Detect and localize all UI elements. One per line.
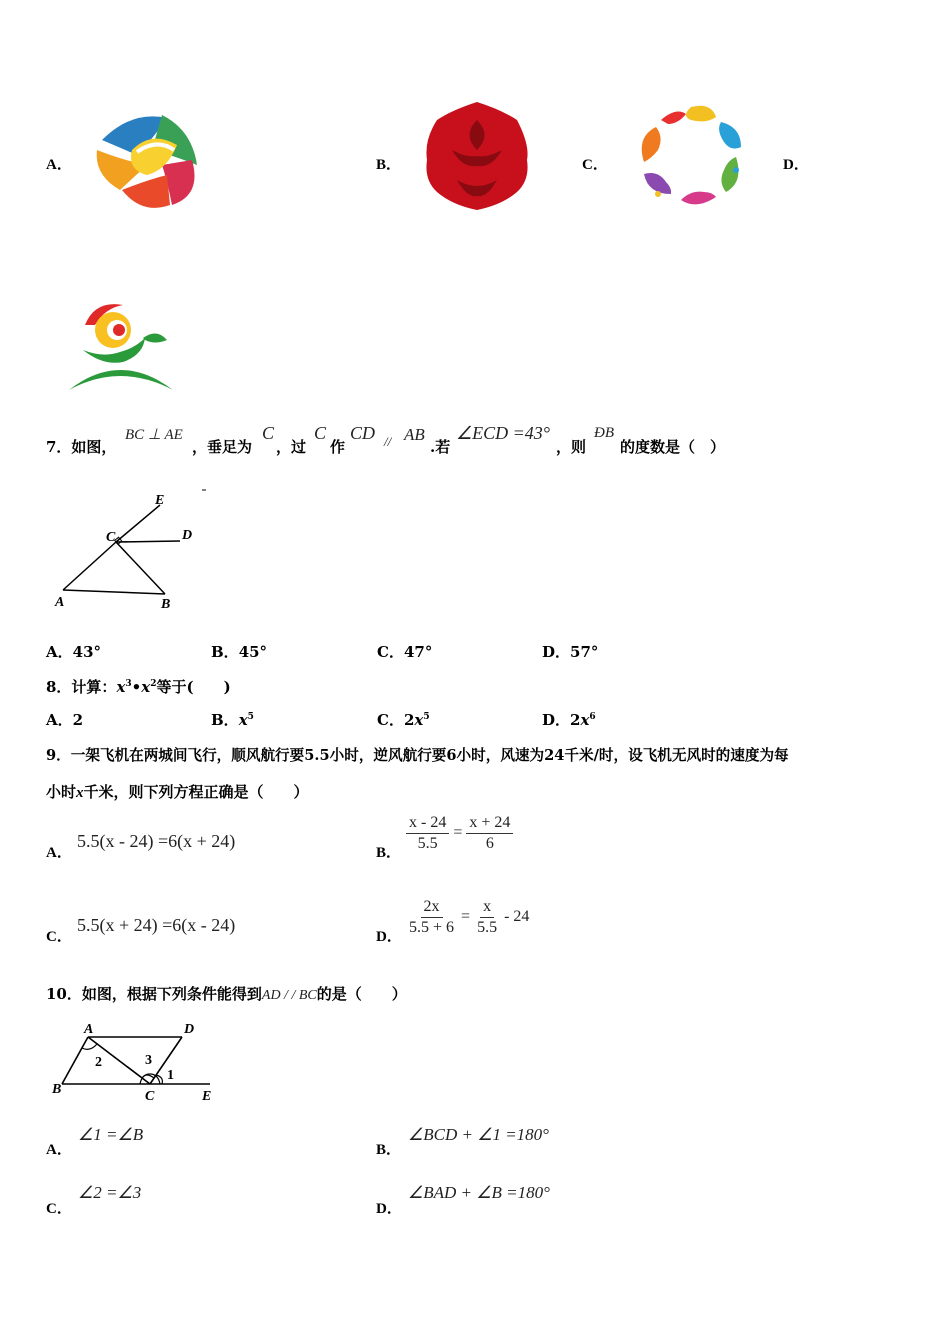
colorful-petal-logo-icon [92,110,207,210]
q7-point-c-2: C [314,423,327,443]
q10-question: 10．如图，根据下列条件能得到AD / / BC的是（ ） [46,985,407,1003]
q7-line-ac [63,542,116,590]
q10-option-b-label: B． [376,1142,402,1158]
q7-text-through: ，过 [276,438,307,456]
q8-option-b: B．$x^5$ [211,711,254,729]
q7-label-a: A [55,595,65,610]
q8-question: 8．计算：$x^3•x^2$等于( ) [46,678,231,696]
q7-condition-perpendicular: BC ⊥ AE [125,427,183,443]
q6-option-b-label: B． [376,157,402,173]
q7-text-make: 作 [330,438,346,456]
q7-text-foot: ，垂足为 [192,438,253,456]
q10-line-ab [62,1037,88,1084]
q9-option-c-equation: 5.5(x + 24) =6(x - 24) [77,915,236,935]
q7-label-c: C [106,530,116,545]
q7-label-b: B [161,597,171,612]
q7-label-d: D [182,528,193,543]
q10-option-d-label: D． [376,1201,402,1217]
q7-angle-ecd: ∠ECD =43° [456,423,550,443]
q7-segment-ab: AB [404,425,425,444]
q7-text-if: .若 [430,438,451,456]
q8-option-d: D．$2x^6$ [542,711,596,729]
q10-figure [50,1022,225,1107]
q6-option-a-label: A． [46,157,72,173]
q6-option-c-label: C． [582,157,608,173]
q10-line-cd [150,1037,182,1084]
q10-option-c-label: C． [46,1201,72,1217]
q8-option-c: C．$2x^5$ [377,711,430,729]
q7-label-e: E [155,493,165,508]
q7-segment-cd: CD [350,423,376,443]
q7-option-d: D．57° [542,643,599,661]
q10-label-b: B [52,1082,62,1097]
q7-line-cb [116,542,165,594]
q10-label-angle-1: 1 [167,1068,174,1083]
color-drops-ring-logo-icon [636,102,748,210]
q7-text-then: ，则 [556,438,587,456]
q9-option-a-equation: 5.5(x - 24) =6(x + 24) [77,831,236,851]
q10-label-a: A [84,1022,94,1037]
q7-option-a: A．43° [46,643,102,661]
q6-option-d-label: D． [783,157,809,173]
q10-option-d-value: ∠BAD + ∠B =180° [408,1183,550,1202]
q9-option-c-label: C． [46,929,72,945]
q7-angle-b: ÐB [594,425,614,441]
red-flower-logo-icon [422,100,532,212]
q9-option-a-label: A． [46,845,72,861]
q7-point-c-1: C [262,423,275,443]
q7-figure [50,490,220,615]
q9-line1: 9．一架飞机在两城间飞行，顺风航行要5.5小时，逆风航行要6小时，风速为24千米/时，设飞机无风时的速度为每 [46,747,789,764]
q10-label-angle-2: 2 [95,1055,102,1070]
q9-option-d-equation: $\frac{2x}{5.5 + 6}$ = $\frac{x}{5.5}$ - 24 [409,898,530,936]
q7-number: 7．如图， [46,438,117,456]
q7-text-degree: 的度数是（ ） [620,438,726,456]
q8-option-a: A．2 [46,711,84,729]
q7-option-b: B．45° [211,643,268,661]
q9-option-b-equation: $\frac{x - 24}{5.5}$ = $\frac{x + 24}{6}$ [406,814,513,853]
q10-option-a-label: A． [46,1142,72,1158]
q10-label-c: C [145,1089,155,1104]
q10-label-d: D [184,1022,195,1037]
q9-line2: 小时x千米，则下列方程正确是（ ） [46,783,309,801]
q10-option-b-value: ∠BCD + ∠1 =180° [408,1125,549,1144]
q7-line-ce [116,505,160,542]
q9-option-d-label: D． [376,929,402,945]
q10-label-angle-3: 3 [145,1053,152,1068]
q10-option-c-value: ∠2 =∠3 [78,1183,142,1202]
q7-parallel-symbol: // [384,434,392,449]
green-figure-logo-icon [65,300,177,394]
q7-option-c: C．47° [377,643,433,661]
q10-option-a-value: ∠1 =∠B [78,1125,144,1144]
q9-option-b-label: B． [376,845,402,861]
q10-label-e: E [202,1089,212,1104]
q7-line-ab [63,590,165,594]
q7-line-cd [116,541,180,542]
